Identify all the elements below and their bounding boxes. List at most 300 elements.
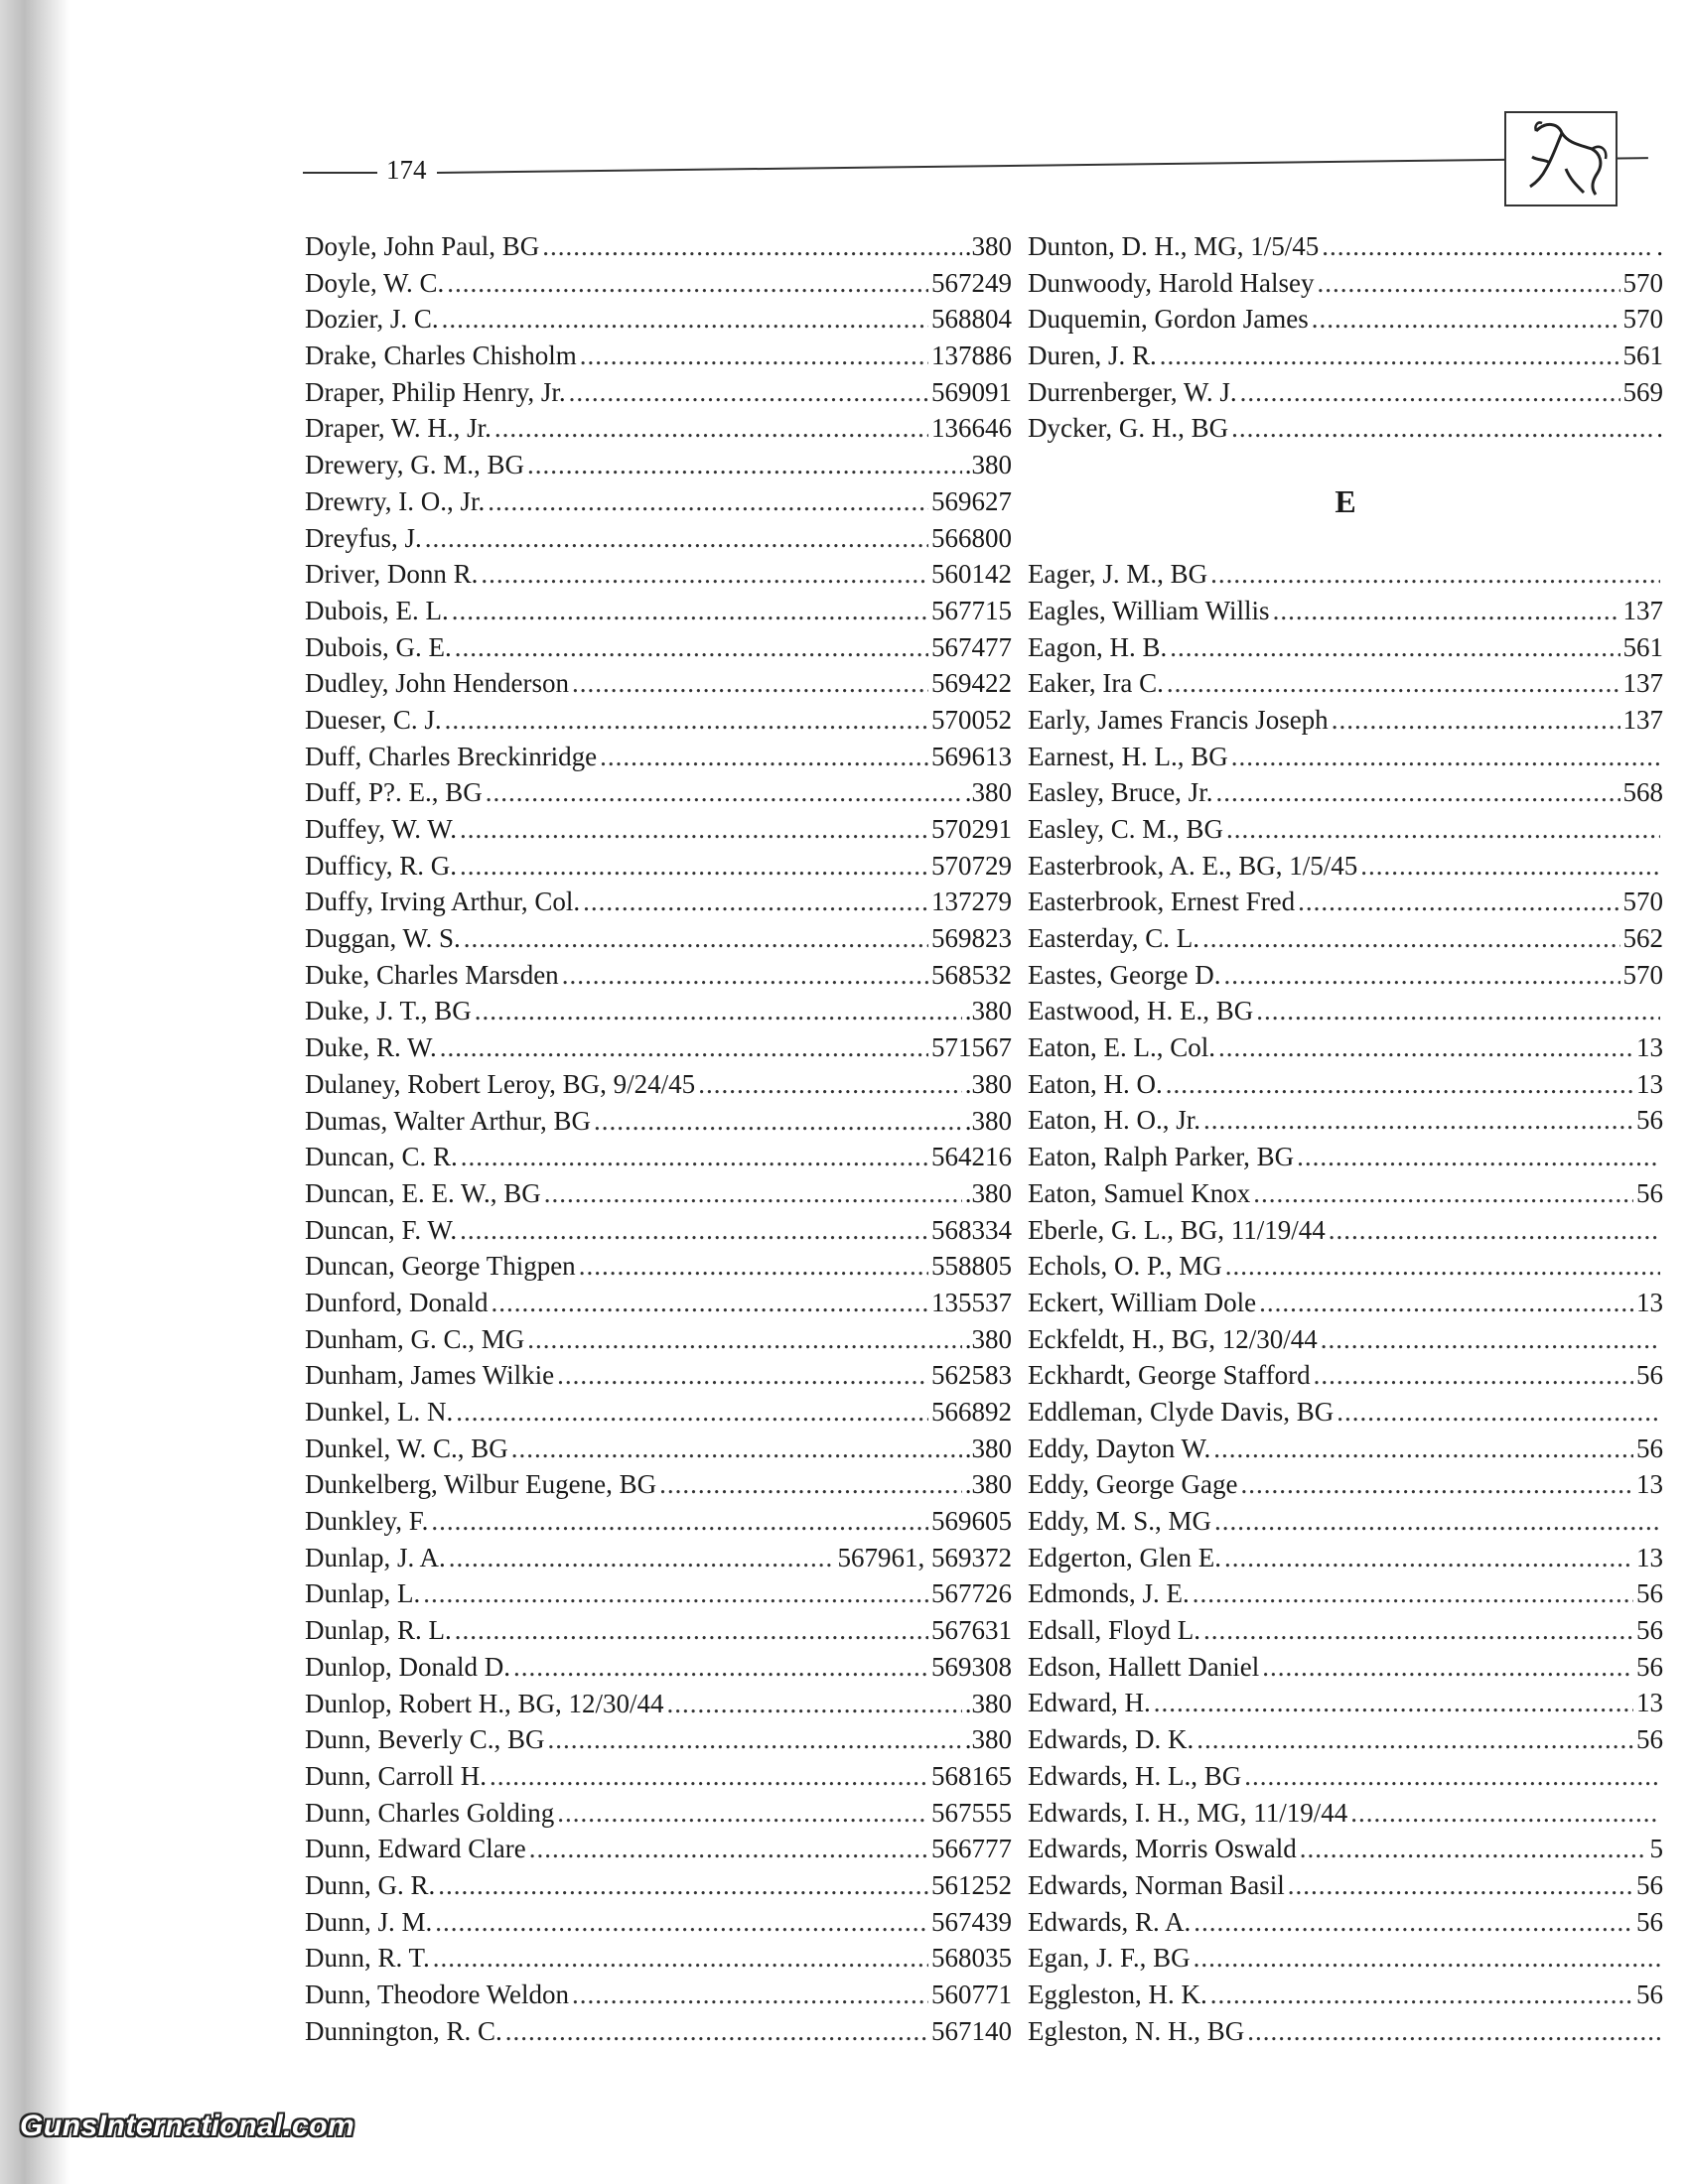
dot-leader <box>583 884 928 920</box>
entry-value: 135537 <box>931 1287 1012 1317</box>
index-entry <box>305 483 1012 520</box>
index-entry <box>1028 993 1663 1029</box>
entry-value: .380 <box>964 450 1012 480</box>
entry-name: Dunn, J. M. <box>305 1906 433 1937</box>
dot-leader <box>1350 1795 1660 1832</box>
entry-name: Edwards, Morris Oswald <box>1028 1834 1297 1864</box>
entry-value: 56 <box>1636 1105 1663 1136</box>
index-entry <box>1028 884 1663 920</box>
entry-value: 13 <box>1636 1469 1663 1500</box>
index-entry <box>305 848 1012 885</box>
dot-leader <box>1203 1102 1633 1139</box>
index-entry <box>1028 410 1663 447</box>
index-entry <box>1028 1758 1663 1795</box>
entry-value: 570 <box>1622 304 1663 335</box>
entry-value: 137279 <box>931 887 1012 917</box>
index-entry <box>305 1029 1012 1066</box>
entry-value: .380 <box>964 231 1012 261</box>
entry-name: Eckfeldt, H., BG, 12/30/44 <box>1028 1323 1318 1354</box>
entry-value: 567726 <box>931 1578 1012 1609</box>
entry-name: Duncan, C. R. <box>305 1142 458 1172</box>
entry-value: 568165 <box>931 1760 1012 1791</box>
dot-leader <box>1231 739 1660 775</box>
entry-name: Eddy, Dayton W. <box>1028 1433 1211 1463</box>
entry-value: 564216 <box>931 1142 1012 1172</box>
entry-value: 5 <box>1649 1834 1663 1864</box>
entry-value: .380 <box>964 1105 1012 1136</box>
dot-leader <box>1256 993 1660 1029</box>
entry-value: 56 <box>1636 1724 1663 1755</box>
index-entry <box>1028 848 1663 885</box>
index-entry <box>1028 1540 1663 1576</box>
entry-name: Duquemin, Gordon James <box>1028 304 1309 335</box>
entry-value: 568035 <box>931 1943 1012 1974</box>
index-entry <box>305 1686 1012 1722</box>
entry-value: 560142 <box>931 559 1012 590</box>
dot-leader <box>464 920 928 957</box>
entry-value: .380 <box>964 1688 1012 1718</box>
right-index-column <box>1028 228 1688 2049</box>
dot-leader <box>1193 1575 1633 1612</box>
dot-leader <box>1213 1431 1633 1467</box>
dot-leader <box>1166 1066 1633 1103</box>
index-entry <box>305 556 1012 593</box>
dot-leader <box>542 228 962 265</box>
dot-leader <box>1314 1357 1633 1394</box>
entry-name: Eagles, William Willis <box>1028 595 1270 625</box>
index-entry <box>1028 1357 1663 1394</box>
entry-name: Dunlop, Robert H., BG, 12/30/44 <box>305 1688 664 1718</box>
entry-value: 13 <box>1636 1068 1663 1099</box>
index-entry <box>1028 1248 1663 1285</box>
dot-leader <box>1332 702 1620 739</box>
dot-leader <box>1223 957 1619 994</box>
index-entry <box>1028 338 1663 374</box>
entry-name: Egan, J. F., BG <box>1028 1943 1191 1974</box>
dot-leader <box>431 1503 928 1540</box>
dot-leader <box>1336 1394 1660 1431</box>
index-entry <box>305 774 1012 811</box>
entry-value: 567439 <box>931 1906 1012 1937</box>
index-entry <box>1028 1431 1663 1467</box>
entry-name: Early, James Francis Joseph <box>1028 704 1329 735</box>
index-entry <box>1028 811 1663 848</box>
entry-name: Edgerton, Glen E. <box>1028 1542 1221 1572</box>
entry-name: Eastwood, H. E., BG <box>1028 996 1254 1026</box>
entry-name: Driver, Donn R. <box>305 559 479 590</box>
index-entry <box>305 1103 1012 1140</box>
entry-value: .380 <box>964 1177 1012 1208</box>
dot-leader <box>1225 1248 1660 1285</box>
entry-value: 561 <box>1622 341 1663 371</box>
entry-name: Duffy, Irving Arthur, Col. <box>305 887 581 917</box>
dot-leader <box>1194 1940 1660 1977</box>
entry-value: 13 <box>1636 1688 1663 1718</box>
entry-value: .380 <box>964 996 1012 1026</box>
index-entry <box>1028 1575 1663 1612</box>
entry-name: Edwards, I. H., MG, 11/19/44 <box>1028 1797 1348 1828</box>
page-number: 174 <box>386 155 427 185</box>
dot-leader <box>698 1066 962 1103</box>
dot-leader <box>529 1831 928 1867</box>
entry-name: Dunn, G. R. <box>305 1869 436 1900</box>
entry-value: 570 <box>1622 267 1663 298</box>
entry-value: 569091 <box>931 376 1012 407</box>
index-entry <box>305 993 1012 1029</box>
index-entry <box>305 447 1012 483</box>
index-entry <box>1028 1175 1663 1212</box>
index-entry <box>1028 2013 1663 2050</box>
dot-leader <box>594 1103 962 1140</box>
index-entry <box>305 1066 1012 1103</box>
rearing-horse-logo <box>1504 111 1618 206</box>
dot-leader <box>455 629 928 666</box>
index-entry <box>1028 665 1663 702</box>
entry-name: Dunn, Charles Golding <box>305 1797 555 1828</box>
entry-value: . <box>1656 413 1663 444</box>
entry-value: 569613 <box>931 741 1012 771</box>
dot-leader <box>1215 774 1619 811</box>
dot-leader <box>440 1029 928 1066</box>
entry-value: 13 <box>1636 1287 1663 1317</box>
entry-name: Easley, C. M., BG <box>1028 813 1223 844</box>
entry-value: 569 <box>1622 376 1663 407</box>
dot-leader <box>1218 1029 1633 1066</box>
entry-name: Duncan, George Thigpen <box>305 1251 576 1282</box>
dot-leader <box>580 338 928 374</box>
dot-leader <box>1231 410 1653 447</box>
entry-name: Dunn, Carroll H. <box>305 1760 487 1791</box>
index-entry <box>1028 556 1663 593</box>
dot-leader <box>557 1357 928 1394</box>
entry-name: Dunlap, L. <box>305 1578 421 1609</box>
dot-leader <box>547 1721 961 1758</box>
index-entry <box>305 374 1012 411</box>
dot-leader <box>423 1575 928 1612</box>
dot-leader <box>1273 593 1620 629</box>
entry-name: Easterbrook, A. E., BG, 1/5/45 <box>1028 850 1358 881</box>
dot-leader <box>579 1248 928 1285</box>
entry-name: Duff, P?. E., BG <box>305 777 483 808</box>
dot-leader <box>1240 374 1620 411</box>
dot-leader <box>1240 1466 1633 1503</box>
index-entry <box>1028 1612 1663 1649</box>
index-entry <box>305 702 1012 739</box>
dot-leader <box>1154 1685 1633 1721</box>
header-rule-right <box>437 157 1648 174</box>
entry-name: Durrenberger, W. J. <box>1028 376 1237 407</box>
entry-value: 56 <box>1636 1906 1663 1937</box>
index-entry <box>305 228 1012 265</box>
entry-value: . <box>1656 231 1663 261</box>
dot-leader <box>438 1867 928 1904</box>
dot-leader <box>481 556 928 593</box>
dot-leader <box>456 1394 928 1431</box>
entry-value: 13 <box>1636 1542 1663 1572</box>
index-entry <box>1028 1904 1663 1941</box>
right-d-entries <box>1028 228 1688 447</box>
entry-name: Eaton, Ralph Parker, BG <box>1028 1142 1295 1172</box>
dot-leader <box>505 2013 928 2050</box>
index-entry <box>305 301 1012 338</box>
index-entry <box>305 1867 1012 1904</box>
dot-leader <box>461 1139 928 1175</box>
entry-value: 137 <box>1622 668 1663 699</box>
entry-value: 56 <box>1636 1615 1663 1646</box>
section-letter-heading: E <box>1335 483 1356 520</box>
entry-name: Edwards, R. A. <box>1028 1906 1192 1937</box>
entry-value: .380 <box>964 1323 1012 1354</box>
index-entry <box>305 739 1012 775</box>
entry-value: 567715 <box>931 595 1012 625</box>
entry-name: Duff, Charles Breckinridge <box>305 741 598 771</box>
dot-leader <box>486 774 962 811</box>
entry-name: Duggan, W. S. <box>305 923 461 954</box>
index-entry <box>305 520 1012 557</box>
index-entry <box>1028 1867 1663 1904</box>
entry-name: Eager, J. M., BG <box>1028 559 1208 590</box>
index-entry <box>1028 1212 1663 1249</box>
dot-leader <box>1262 1649 1633 1686</box>
dot-leader <box>1210 1977 1633 2013</box>
entry-name: Dulaney, Robert Leroy, BG, 9/24/45 <box>305 1068 696 1099</box>
index-entry <box>1028 702 1663 739</box>
entry-value: 566892 <box>931 1397 1012 1427</box>
index-entry <box>305 1285 1012 1321</box>
dot-leader <box>460 811 928 848</box>
entry-value: .380 <box>964 1469 1012 1500</box>
index-entry <box>305 1575 1012 1612</box>
index-entry <box>1028 1831 1663 1867</box>
index-entry <box>305 1904 1012 1941</box>
dot-leader <box>449 1540 835 1576</box>
entry-name: Dunwoody, Harold Halsey <box>1028 267 1315 298</box>
entry-value: 569308 <box>931 1651 1012 1682</box>
index-entry <box>305 811 1012 848</box>
index-entry <box>305 338 1012 374</box>
entry-value: .380 <box>964 1068 1012 1099</box>
index-entry <box>1028 593 1663 629</box>
index-entry <box>1028 739 1663 775</box>
entry-name: Dunlop, Donald D. <box>305 1651 510 1682</box>
entry-name: Eaker, Ira C. <box>1028 668 1164 699</box>
entry-name: Dufficy, R. G. <box>305 850 457 881</box>
index-entry <box>305 1248 1012 1285</box>
entry-value: 136646 <box>931 413 1012 444</box>
dot-leader <box>511 1431 962 1467</box>
entry-value: 137 <box>1622 704 1663 735</box>
index-entry <box>1028 1685 1663 1721</box>
entry-value: 56 <box>1636 1651 1663 1682</box>
entry-name: Draper, W. H., Jr. <box>305 413 492 444</box>
entry-value: 570729 <box>931 850 1012 881</box>
entry-name: Edwards, Norman Basil <box>1028 1869 1285 1900</box>
index-entry <box>1028 1795 1663 1832</box>
entry-name: Eberle, G. L., BG, 11/19/44 <box>1028 1214 1326 1245</box>
dot-leader <box>572 1977 928 2013</box>
dot-leader <box>491 1285 928 1321</box>
dot-leader <box>544 1175 962 1212</box>
dot-leader <box>1244 1758 1660 1795</box>
entry-name: Dunn, Edward Clare <box>305 1834 526 1864</box>
dot-leader <box>572 665 928 702</box>
entry-value: 567555 <box>931 1797 1012 1828</box>
entry-value: 56 <box>1636 1869 1663 1900</box>
horse-icon <box>1506 113 1616 205</box>
entry-value: 569627 <box>931 485 1012 516</box>
dot-leader <box>475 993 962 1029</box>
entry-value: 566800 <box>931 522 1012 553</box>
entry-name: Doyle, W. C. <box>305 267 445 298</box>
entry-value: 56 <box>1636 1433 1663 1463</box>
index-entry <box>1028 265 1663 302</box>
entry-name: Dumas, Walter Arthur, BG <box>305 1105 591 1136</box>
index-entry <box>1028 1649 1663 1686</box>
index-entry <box>305 1649 1012 1686</box>
dot-leader <box>435 1904 928 1941</box>
entry-name: Dycker, G. H., BG <box>1028 413 1229 444</box>
index-entry <box>305 920 1012 957</box>
index-entry <box>305 1977 1012 2013</box>
entry-value: 558805 <box>931 1251 1012 1282</box>
dot-leader <box>1203 1612 1633 1649</box>
dot-leader <box>527 447 962 483</box>
entry-name: Dreyfus, J. <box>305 522 422 553</box>
entry-name: Duncan, F. W. <box>305 1214 458 1245</box>
entry-name: Duke, Charles Marsden <box>305 959 559 990</box>
dot-leader <box>1214 1503 1660 1540</box>
index-entry <box>1028 374 1663 411</box>
entry-name: Draper, Philip Henry, Jr. <box>305 376 566 407</box>
index-entry <box>305 1394 1012 1431</box>
dot-leader <box>1194 1904 1633 1941</box>
dot-leader <box>659 1466 962 1503</box>
dot-leader <box>1317 265 1619 302</box>
right-e-entries <box>1028 556 1688 2049</box>
entry-name: Eddleman, Clyde Davis, BG <box>1028 1396 1335 1427</box>
entry-name: Dunkel, W. C., BG <box>305 1433 508 1463</box>
dot-leader <box>1300 1831 1647 1867</box>
entry-value: 567477 <box>931 631 1012 662</box>
entry-value: 570 <box>1622 887 1663 917</box>
entry-value: 568334 <box>931 1214 1012 1245</box>
index-entry <box>1028 1321 1663 1358</box>
dot-leader <box>1360 848 1660 885</box>
entry-value: 571567 <box>931 1032 1012 1063</box>
entry-name: Eaton, Samuel Knox <box>1028 1177 1251 1208</box>
index-entry <box>305 1721 1012 1758</box>
entry-value: 568804 <box>931 304 1012 335</box>
entry-value: 13 <box>1636 1032 1663 1063</box>
entry-name: Dubois, E. L. <box>305 595 449 625</box>
entry-name: Dunton, D. H., MG, 1/5/45 <box>1028 231 1320 261</box>
index-entry <box>1028 1139 1663 1175</box>
dot-leader <box>1170 629 1619 666</box>
index-entry <box>305 1940 1012 1977</box>
entry-name: Eckert, William Dole <box>1028 1287 1257 1317</box>
entry-name: Dunkelberg, Wilbur Eugene, BG <box>305 1469 657 1500</box>
entry-name: Edsall, Floyd L. <box>1028 1615 1200 1646</box>
page-header <box>303 139 1688 228</box>
entry-name: Easterbrook, Ernest Fred <box>1028 887 1296 917</box>
index-entry <box>305 410 1012 447</box>
dot-leader <box>442 301 928 338</box>
index-entry <box>1028 1394 1663 1431</box>
index-entry <box>305 1758 1012 1795</box>
entry-value: 567631 <box>931 1615 1012 1646</box>
entry-name: Dunkel, L. N. <box>305 1397 454 1427</box>
dot-leader <box>513 1649 928 1686</box>
entry-value: 570291 <box>931 814 1012 844</box>
entry-value: 567249 <box>931 267 1012 298</box>
index-entry <box>305 1321 1012 1358</box>
entry-name: Duffey, W. W. <box>305 814 458 844</box>
entry-name: Dunnington, R. C. <box>305 2015 502 2046</box>
entry-name: Eckhardt, George Stafford <box>1028 1360 1311 1391</box>
entry-name: Dunn, Beverly C., BG <box>305 1724 545 1755</box>
entry-name: Dozier, J. C. <box>305 304 439 335</box>
entry-name: Eggleston, H. K. <box>1028 1979 1207 2009</box>
dot-leader <box>1210 556 1660 593</box>
index-entry <box>305 884 1012 920</box>
entry-name: Eddy, George Gage <box>1028 1469 1238 1500</box>
dot-leader <box>1321 1321 1660 1358</box>
dot-leader <box>1160 338 1620 374</box>
entry-name: Dubois, G. E. <box>305 631 452 662</box>
entry-value: 567140 <box>931 2015 1012 2046</box>
dot-leader <box>447 265 928 302</box>
dot-leader <box>1329 1212 1660 1249</box>
index-entry <box>305 629 1012 666</box>
index-entry <box>1028 301 1663 338</box>
dot-leader <box>1167 665 1620 702</box>
index-entry <box>1028 1503 1663 1540</box>
entry-name: Eaton, H. O., Jr. <box>1028 1105 1200 1136</box>
index-entry <box>305 265 1012 302</box>
dot-leader <box>667 1686 962 1722</box>
dot-leader <box>562 957 928 994</box>
dot-leader <box>1253 1175 1633 1212</box>
index-entry <box>305 1357 1012 1394</box>
dot-leader <box>1247 2013 1660 2050</box>
index-entry <box>1028 1066 1663 1103</box>
index-entry <box>1028 1940 1663 1977</box>
index-entry <box>305 593 1012 629</box>
index-entry <box>305 1503 1012 1540</box>
index-entry <box>1028 1466 1663 1503</box>
entry-value: 567961, 569372 <box>837 1542 1012 1572</box>
dot-leader <box>600 739 928 775</box>
entry-name: Edward, H. <box>1028 1688 1151 1718</box>
dot-leader <box>527 1321 962 1358</box>
index-entry <box>1028 1102 1663 1139</box>
index-entry <box>1028 774 1663 811</box>
dot-leader <box>425 520 928 557</box>
dot-leader <box>557 1795 928 1832</box>
entry-name: Eddy, M. S., MG <box>1028 1506 1212 1536</box>
entry-name: Dueser, C. J. <box>305 704 442 735</box>
index-entry <box>305 1431 1012 1467</box>
index-entry <box>1028 957 1663 994</box>
dot-leader <box>490 1758 928 1795</box>
entry-value: 56 <box>1636 1578 1663 1609</box>
entry-value: .380 <box>964 1724 1012 1755</box>
entry-name: Duncan, E. E. W., BG <box>305 1177 541 1208</box>
dot-leader <box>569 374 928 411</box>
entry-name: Earnest, H. L., BG <box>1028 741 1228 771</box>
entry-value: 568532 <box>931 959 1012 990</box>
entry-name: Dunn, Theodore Weldon <box>305 1979 570 2009</box>
